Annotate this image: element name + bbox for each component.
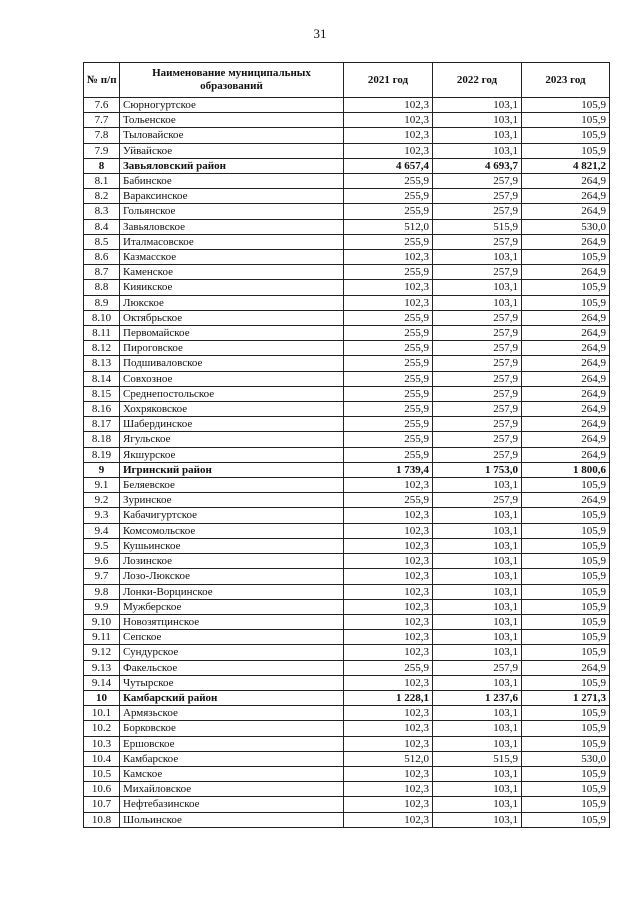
row-number: 8.6: [84, 250, 120, 265]
row-number: 8.17: [84, 417, 120, 432]
value-2021: 255,9: [344, 204, 433, 219]
value-2023: 264,9: [522, 493, 610, 508]
value-2022: 257,9: [433, 310, 522, 325]
row-name: Бабинское: [120, 174, 344, 189]
table-row: [84, 174, 610, 189]
value-2022: 103,1: [433, 782, 522, 797]
value-2022: 257,9: [433, 386, 522, 401]
district-row: [84, 462, 610, 477]
table-row: [84, 265, 610, 280]
value-2023: 264,9: [522, 341, 610, 356]
value-2022: 257,9: [433, 265, 522, 280]
value-2022: 103,1: [433, 250, 522, 265]
value-2022: 257,9: [433, 432, 522, 447]
value-2022: 257,9: [433, 189, 522, 204]
value-2023: 105,9: [522, 675, 610, 690]
value-2021: 102,3: [344, 782, 433, 797]
row-number: 7.9: [84, 143, 120, 158]
value-2023: 105,9: [522, 599, 610, 614]
table-row: [84, 280, 610, 295]
row-name: Подшиваловское: [120, 356, 344, 371]
value-2023: 264,9: [522, 356, 610, 371]
district-row: [84, 690, 610, 705]
row-name: Лонки-Ворцинское: [120, 584, 344, 599]
row-name: Уйвайское: [120, 143, 344, 158]
value-2021: 255,9: [344, 174, 433, 189]
row-name: Ершовское: [120, 736, 344, 751]
row-number: 9.13: [84, 660, 120, 675]
value-2023: 1 271,3: [522, 690, 610, 705]
value-2021: 1 228,1: [344, 690, 433, 705]
value-2021: 102,3: [344, 538, 433, 553]
value-2023: 264,9: [522, 265, 610, 280]
table-row: [84, 736, 610, 751]
value-2021: 102,3: [344, 98, 433, 113]
row-name: Мужберское: [120, 599, 344, 614]
row-number: 8.5: [84, 234, 120, 249]
value-2022: 257,9: [433, 326, 522, 341]
table-row: [84, 295, 610, 310]
value-2022: 103,1: [433, 569, 522, 584]
table-row: [84, 766, 610, 781]
value-2022: 103,1: [433, 614, 522, 629]
row-name: Борковское: [120, 721, 344, 736]
row-number: 8.15: [84, 386, 120, 401]
value-2022: 103,1: [433, 584, 522, 599]
row-number: 8.3: [84, 204, 120, 219]
value-2022: 103,1: [433, 812, 522, 827]
value-2021: 255,9: [344, 356, 433, 371]
row-name: Зуринское: [120, 493, 344, 508]
table-row: [84, 417, 610, 432]
row-number: 10.3: [84, 736, 120, 751]
table-row: [84, 219, 610, 234]
header-name: Наименование муниципальных образований: [120, 63, 344, 98]
value-2023: 105,9: [522, 721, 610, 736]
value-2021: 255,9: [344, 310, 433, 325]
row-number: 8.7: [84, 265, 120, 280]
row-number: 9.7: [84, 569, 120, 584]
value-2023: 105,9: [522, 280, 610, 295]
row-number: 8.1: [84, 174, 120, 189]
district-row: [84, 158, 610, 173]
value-2023: 264,9: [522, 386, 610, 401]
row-number: 10: [84, 690, 120, 705]
row-name: Совхозное: [120, 371, 344, 386]
value-2023: 264,9: [522, 234, 610, 249]
table-row: [84, 402, 610, 417]
value-2021: 102,3: [344, 280, 433, 295]
row-name: Кабачигуртское: [120, 508, 344, 523]
value-2022: 257,9: [433, 417, 522, 432]
municipal-budget-table: [83, 62, 610, 828]
row-name: Лозинское: [120, 554, 344, 569]
header-2023: 2023 год: [522, 63, 610, 98]
table-row: [84, 356, 610, 371]
value-2021: 255,9: [344, 417, 433, 432]
table-header-row: [84, 63, 610, 98]
value-2023: 105,9: [522, 554, 610, 569]
row-name: Гольянское: [120, 204, 344, 219]
value-2021: 255,9: [344, 432, 433, 447]
value-2023: 105,9: [522, 250, 610, 265]
table-row: [84, 706, 610, 721]
row-number: 9.11: [84, 630, 120, 645]
value-2023: 105,9: [522, 614, 610, 629]
value-2021: 102,3: [344, 554, 433, 569]
value-2022: 257,9: [433, 341, 522, 356]
row-name: Вараксинское: [120, 189, 344, 204]
value-2021: 102,3: [344, 797, 433, 812]
row-name: Армязьское: [120, 706, 344, 721]
row-name: Кияикское: [120, 280, 344, 295]
row-name: Сундурское: [120, 645, 344, 660]
table-row: [84, 310, 610, 325]
row-name: Завьяловское: [120, 219, 344, 234]
row-number: 8.18: [84, 432, 120, 447]
value-2023: 264,9: [522, 310, 610, 325]
value-2022: 257,9: [433, 234, 522, 249]
value-2023: 105,9: [522, 645, 610, 660]
value-2023: 105,9: [522, 706, 610, 721]
header-2022: 2022 год: [433, 63, 522, 98]
value-2023: 264,9: [522, 660, 610, 675]
value-2023: 264,9: [522, 371, 610, 386]
value-2021: 102,3: [344, 721, 433, 736]
value-2021: 255,9: [344, 341, 433, 356]
value-2022: 1 237,6: [433, 690, 522, 705]
value-2022: 257,9: [433, 174, 522, 189]
table-row: [84, 250, 610, 265]
table-row: [84, 523, 610, 538]
row-number: 9.10: [84, 614, 120, 629]
row-name: Пироговское: [120, 341, 344, 356]
row-number: 8.14: [84, 371, 120, 386]
row-name: Октябрьское: [120, 310, 344, 325]
row-name: Среднепостольское: [120, 386, 344, 401]
row-name: Завьяловский район: [120, 158, 344, 173]
value-2021: 102,3: [344, 113, 433, 128]
value-2021: 255,9: [344, 326, 433, 341]
value-2021: 102,3: [344, 766, 433, 781]
value-2023: 105,9: [522, 766, 610, 781]
value-2022: 257,9: [433, 204, 522, 219]
table-row: [84, 569, 610, 584]
value-2023: 105,9: [522, 295, 610, 310]
value-2021: 512,0: [344, 219, 433, 234]
row-name: Михайловское: [120, 782, 344, 797]
table-row: [84, 326, 610, 341]
table-row: [84, 508, 610, 523]
row-name: Кушьинское: [120, 538, 344, 553]
row-number: 9.14: [84, 675, 120, 690]
table-row: [84, 371, 610, 386]
table-row: [84, 675, 610, 690]
value-2022: 103,1: [433, 538, 522, 553]
row-name: Чутырское: [120, 675, 344, 690]
row-number: 8.4: [84, 219, 120, 234]
row-number: 8.19: [84, 447, 120, 462]
row-number: 8.16: [84, 402, 120, 417]
row-name: Игринский район: [120, 462, 344, 477]
value-2023: 105,9: [522, 478, 610, 493]
value-2022: 103,1: [433, 280, 522, 295]
table-row: [84, 98, 610, 113]
table-row: [84, 812, 610, 827]
row-number: 9.1: [84, 478, 120, 493]
value-2022: 103,1: [433, 797, 522, 812]
row-name: Каменское: [120, 265, 344, 280]
value-2023: 264,9: [522, 402, 610, 417]
value-2021: 102,3: [344, 250, 433, 265]
row-number: 10.8: [84, 812, 120, 827]
table-row: [84, 493, 610, 508]
table-row: [84, 721, 610, 736]
value-2023: 264,9: [522, 174, 610, 189]
value-2023: 105,9: [522, 98, 610, 113]
value-2021: 102,3: [344, 706, 433, 721]
value-2023: 105,9: [522, 782, 610, 797]
table-row: [84, 478, 610, 493]
row-number: 9.6: [84, 554, 120, 569]
row-name: Тольенское: [120, 113, 344, 128]
page-number: 31: [313, 26, 327, 41]
value-2022: 103,1: [433, 736, 522, 751]
value-2021: 1 739,4: [344, 462, 433, 477]
value-2022: 103,1: [433, 675, 522, 690]
value-2022: 103,1: [433, 630, 522, 645]
table-row: [84, 204, 610, 219]
value-2023: 105,9: [522, 538, 610, 553]
row-number: 8.12: [84, 341, 120, 356]
value-2021: 255,9: [344, 371, 433, 386]
table-row: [84, 645, 610, 660]
value-2023: 264,9: [522, 432, 610, 447]
row-name: Казмасское: [120, 250, 344, 265]
value-2022: 103,1: [433, 98, 522, 113]
value-2021: 102,3: [344, 569, 433, 584]
value-2022: 257,9: [433, 447, 522, 462]
row-name: Шабердинское: [120, 417, 344, 432]
value-2021: 102,3: [344, 128, 433, 143]
value-2021: 255,9: [344, 402, 433, 417]
row-number: 10.1: [84, 706, 120, 721]
value-2022: 103,1: [433, 554, 522, 569]
table-row: [84, 614, 610, 629]
row-number: 8.10: [84, 310, 120, 325]
row-number: 8.9: [84, 295, 120, 310]
value-2023: 105,9: [522, 569, 610, 584]
value-2023: 105,9: [522, 797, 610, 812]
value-2022: 515,9: [433, 751, 522, 766]
row-name: Якшурское: [120, 447, 344, 462]
value-2022: 257,9: [433, 371, 522, 386]
value-2023: 105,9: [522, 584, 610, 599]
value-2022: 515,9: [433, 219, 522, 234]
row-number: 8: [84, 158, 120, 173]
value-2022: 103,1: [433, 599, 522, 614]
value-2021: 102,3: [344, 812, 433, 827]
row-number: 10.7: [84, 797, 120, 812]
value-2022: 103,1: [433, 113, 522, 128]
value-2023: 264,9: [522, 447, 610, 462]
row-name: Ягульское: [120, 432, 344, 447]
row-name: Хохряковское: [120, 402, 344, 417]
value-2022: 257,9: [433, 493, 522, 508]
row-number: 9: [84, 462, 120, 477]
value-2023: 105,9: [522, 736, 610, 751]
value-2021: 102,3: [344, 523, 433, 538]
value-2021: 255,9: [344, 660, 433, 675]
table-row: [84, 751, 610, 766]
value-2022: 257,9: [433, 660, 522, 675]
table-row: [84, 599, 610, 614]
value-2023: 4 821,2: [522, 158, 610, 173]
value-2021: 102,3: [344, 295, 433, 310]
value-2023: 105,9: [522, 812, 610, 827]
value-2021: 255,9: [344, 493, 433, 508]
row-name: Сепское: [120, 630, 344, 645]
value-2022: 103,1: [433, 478, 522, 493]
table-row: [84, 432, 610, 447]
table-row: [84, 143, 610, 158]
row-name: Люкское: [120, 295, 344, 310]
header-2021: 2021 год: [344, 63, 433, 98]
row-number: 8.2: [84, 189, 120, 204]
value-2022: 103,1: [433, 766, 522, 781]
value-2023: 530,0: [522, 219, 610, 234]
value-2023: 105,9: [522, 508, 610, 523]
row-name: Новозятцинское: [120, 614, 344, 629]
value-2021: 102,3: [344, 143, 433, 158]
row-name: Шольинское: [120, 812, 344, 827]
value-2022: 103,1: [433, 295, 522, 310]
row-number: 10.2: [84, 721, 120, 736]
value-2021: 102,3: [344, 675, 433, 690]
value-2023: 105,9: [522, 630, 610, 645]
value-2023: 105,9: [522, 113, 610, 128]
table-row: [84, 630, 610, 645]
row-number: 8.11: [84, 326, 120, 341]
row-name: Нефтебазинское: [120, 797, 344, 812]
value-2023: 264,9: [522, 417, 610, 432]
value-2022: 103,1: [433, 721, 522, 736]
table-row: [84, 554, 610, 569]
value-2023: 105,9: [522, 128, 610, 143]
value-2023: 264,9: [522, 204, 610, 219]
row-number: 8.13: [84, 356, 120, 371]
row-number: 9.9: [84, 599, 120, 614]
table-body: [84, 98, 610, 828]
header-number: № п/п: [84, 63, 120, 98]
value-2023: 264,9: [522, 326, 610, 341]
table-row: [84, 189, 610, 204]
value-2022: 4 693,7: [433, 158, 522, 173]
row-number: 10.4: [84, 751, 120, 766]
row-number: 9.12: [84, 645, 120, 660]
value-2021: 102,3: [344, 630, 433, 645]
value-2022: 103,1: [433, 706, 522, 721]
row-number: 8.8: [84, 280, 120, 295]
table-row: [84, 341, 610, 356]
value-2021: 102,3: [344, 478, 433, 493]
row-number: 9.3: [84, 508, 120, 523]
value-2021: 102,3: [344, 584, 433, 599]
row-name: Сюрногуртское: [120, 98, 344, 113]
value-2021: 102,3: [344, 614, 433, 629]
row-name: Камбарский район: [120, 690, 344, 705]
table-row: [84, 128, 610, 143]
row-number: 10.5: [84, 766, 120, 781]
value-2022: 1 753,0: [433, 462, 522, 477]
table-row: [84, 113, 610, 128]
row-number: 7.7: [84, 113, 120, 128]
value-2022: 103,1: [433, 523, 522, 538]
row-name: Первомайское: [120, 326, 344, 341]
value-2021: 255,9: [344, 386, 433, 401]
table-row: [84, 797, 610, 812]
value-2023: 105,9: [522, 523, 610, 538]
row-name: Камбарское: [120, 751, 344, 766]
value-2022: 103,1: [433, 143, 522, 158]
value-2023: 264,9: [522, 189, 610, 204]
value-2021: 102,3: [344, 645, 433, 660]
table-row: [84, 386, 610, 401]
value-2023: 1 800,6: [522, 462, 610, 477]
row-number: 7.8: [84, 128, 120, 143]
row-name: Италмасовское: [120, 234, 344, 249]
value-2022: 103,1: [433, 128, 522, 143]
row-name: Тыловайское: [120, 128, 344, 143]
value-2021: 512,0: [344, 751, 433, 766]
table-row: [84, 538, 610, 553]
table-row: [84, 584, 610, 599]
table-row: [84, 660, 610, 675]
table-row: [84, 782, 610, 797]
value-2021: 255,9: [344, 447, 433, 462]
value-2022: 103,1: [433, 508, 522, 523]
row-number: 9.8: [84, 584, 120, 599]
value-2021: 102,3: [344, 736, 433, 751]
value-2021: 102,3: [344, 508, 433, 523]
value-2022: 103,1: [433, 645, 522, 660]
value-2021: 102,3: [344, 599, 433, 614]
row-number: 9.5: [84, 538, 120, 553]
row-number: 9.2: [84, 493, 120, 508]
row-name: Лозо-Люкское: [120, 569, 344, 584]
row-number: 9.4: [84, 523, 120, 538]
value-2021: 255,9: [344, 189, 433, 204]
row-name: Беляевское: [120, 478, 344, 493]
row-name: Комсомольское: [120, 523, 344, 538]
value-2023: 530,0: [522, 751, 610, 766]
value-2021: 255,9: [344, 234, 433, 249]
row-number: 10.6: [84, 782, 120, 797]
table-row: [84, 447, 610, 462]
value-2022: 257,9: [433, 402, 522, 417]
table-row: [84, 234, 610, 249]
value-2021: 255,9: [344, 265, 433, 280]
value-2022: 257,9: [433, 356, 522, 371]
row-name: Факельское: [120, 660, 344, 675]
row-number: 7.6: [84, 98, 120, 113]
value-2021: 4 657,4: [344, 158, 433, 173]
row-name: Камское: [120, 766, 344, 781]
value-2023: 105,9: [522, 143, 610, 158]
